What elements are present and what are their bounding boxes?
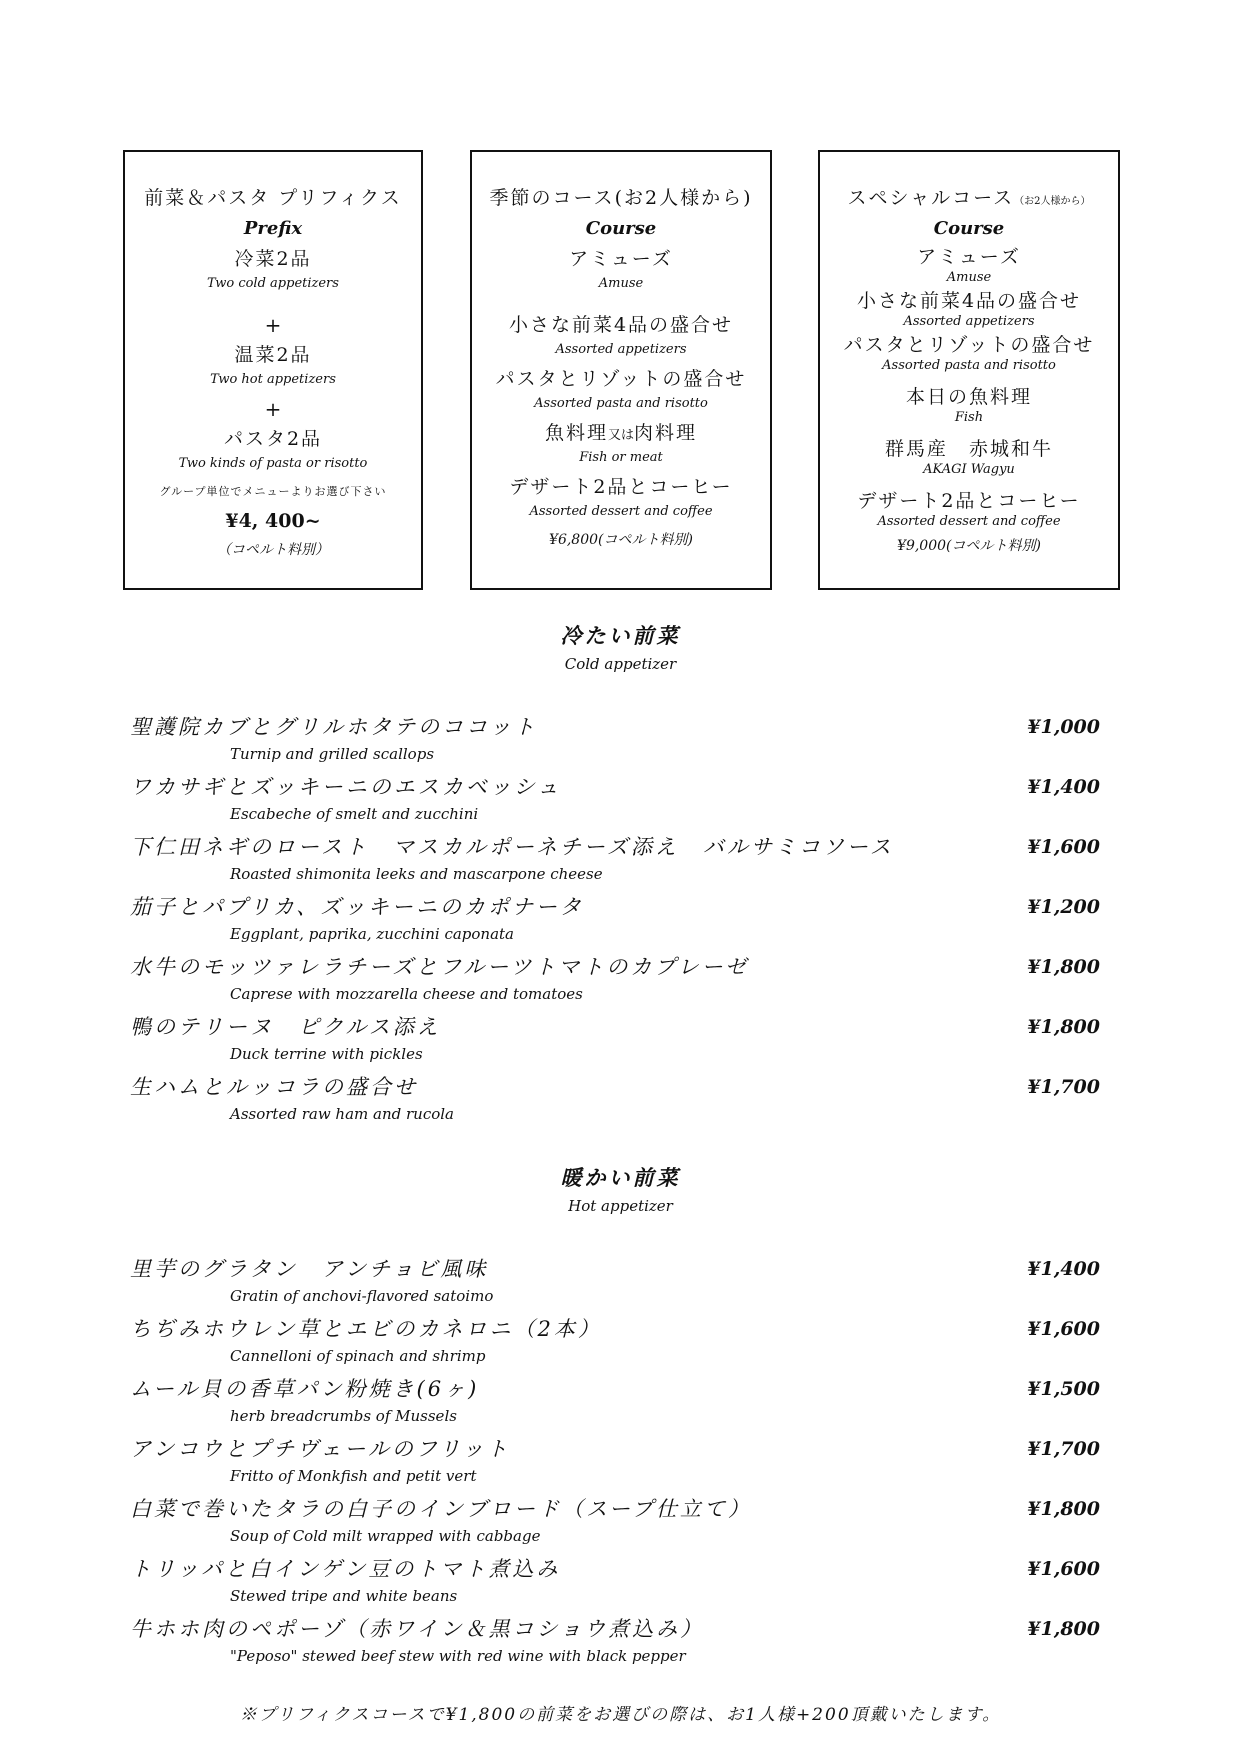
item-price: ¥1,600 bbox=[1027, 1318, 1100, 1340]
course-price: ¥6,800(コペルト料別) bbox=[549, 532, 693, 548]
section-title-jp: 暖かい前菜 bbox=[560, 1165, 681, 1190]
menu-item bbox=[130, 1374, 1100, 1434]
item-name-en: Caprese with mozzarella cheese and tomatoes bbox=[230, 985, 583, 1003]
item-name-en: Fritto of Monkfish and petit vert bbox=[230, 1467, 477, 1485]
item-name-jp: アンコウとプチヴェールのフリット bbox=[130, 1437, 511, 1461]
course-item-jp: アミューズ bbox=[917, 246, 1021, 268]
item-price: ¥1,500 bbox=[1027, 1378, 1100, 1400]
item-name-jp: ちぢみホウレン草とエビのカネロニ（2本） bbox=[130, 1317, 602, 1341]
item-name-en: herb breadcrumbs of Mussels bbox=[230, 1407, 457, 1425]
item-name-en: Stewed tripe and white beans bbox=[230, 1587, 458, 1605]
course-item-jp bbox=[472, 418, 770, 448]
course-item-en: Assorted pasta and risotto bbox=[534, 396, 708, 411]
special-course-box bbox=[818, 150, 1120, 590]
course-item-jp: 小さな前菜4品の盛合せ bbox=[508, 314, 734, 336]
item-name-jp: 聖護院カブとグリルホタテのココット bbox=[130, 715, 538, 739]
item-price: ¥1,800 bbox=[1027, 956, 1100, 978]
item-price: ¥1,200 bbox=[1027, 896, 1100, 918]
item-price: ¥1,700 bbox=[1027, 1438, 1100, 1460]
cold-appetizer-heading bbox=[0, 620, 1241, 676]
course-item-en: AKAGI Wagyu bbox=[923, 462, 1015, 477]
course-item-en: Two cold appetizers bbox=[207, 276, 339, 291]
course-note: グループ単位でメニューよりお選び下さい bbox=[159, 485, 387, 498]
item-name-en: Roasted shimonita leeks and mascarpone cheese bbox=[230, 865, 603, 883]
item-name-jp: 茄子とパプリカ、ズッキーニのカポナータ bbox=[130, 895, 584, 919]
menu-item bbox=[130, 832, 1100, 892]
item-name-en: Turnip and grilled scallops bbox=[230, 745, 435, 763]
course-item-en: Amuse bbox=[946, 270, 992, 285]
item-name-en: Gratin of anchovi-flavored satoimo bbox=[230, 1287, 494, 1305]
or-label: 又は bbox=[607, 428, 634, 443]
item-name-jp: 下仁田ネギのロースト マスカルポーネチーズ添え バルサミコソース bbox=[130, 835, 894, 859]
course-title bbox=[820, 182, 1118, 214]
item-name-jp: トリッパと白インゲン豆のトマト煮込み bbox=[130, 1557, 561, 1581]
item-price: ¥1,000 bbox=[1027, 716, 1100, 738]
menu-item bbox=[130, 1614, 1100, 1674]
course-item-en: Two kinds of pasta or risotto bbox=[178, 456, 368, 471]
section-title-jp: 冷たい前菜 bbox=[560, 623, 681, 648]
course-item-jp: デザート2品とコーヒー bbox=[509, 476, 733, 498]
menu-item bbox=[130, 892, 1100, 952]
item-name-en: Soup of Cold milt wrapped with cabbage bbox=[230, 1527, 541, 1545]
course-item-jp: パスタとリゾットの盛合せ bbox=[495, 368, 747, 390]
course-item-jp: パスタ2品 bbox=[223, 428, 323, 450]
item-name-en: Assorted raw ham and rucola bbox=[230, 1105, 454, 1123]
prefix-course-box bbox=[123, 150, 423, 590]
hot-appetizer-heading bbox=[0, 1162, 1241, 1218]
menu-item bbox=[130, 1434, 1100, 1494]
menu-item bbox=[130, 1072, 1100, 1132]
course-item-jp: デザート2品とコーヒー bbox=[857, 490, 1081, 512]
course-item-en: Assorted pasta and risotto bbox=[882, 358, 1056, 373]
item-name-jp: 里芋のグラタン アンチョビ風味 bbox=[130, 1257, 489, 1281]
item-name-jp: ムール貝の香草パン粉焼き(6ヶ) bbox=[130, 1377, 480, 1401]
menu-item bbox=[130, 1494, 1100, 1554]
item-name-jp: 牛ホホ肉のペポーゾ（赤ワイン＆黒コショウ煮込み） bbox=[130, 1617, 705, 1641]
item-price: ¥1,800 bbox=[1027, 1498, 1100, 1520]
course-price: ¥4, 400~ bbox=[225, 510, 321, 532]
meat-dish-label: 肉料理 bbox=[634, 422, 698, 444]
item-name-jp: 水牛のモッツァレラチーズとフルーツトマトのカプレーゼ bbox=[130, 955, 750, 979]
course-item-jp: 冷菜2品 bbox=[234, 248, 312, 270]
course-subtitle: Prefix bbox=[243, 218, 303, 239]
course-item-jp: 温菜2品 bbox=[234, 344, 312, 366]
course-item-en: Assorted appetizers bbox=[555, 342, 687, 357]
item-name-jp: 鴨のテリーヌ ピクルス添え bbox=[130, 1015, 441, 1039]
course-item-jp: 本日の魚料理 bbox=[905, 386, 1032, 408]
menu-item bbox=[130, 1314, 1100, 1374]
course-title: 前菜＆パスタ プリフィクス bbox=[144, 187, 402, 209]
course-item-jp: アミューズ bbox=[569, 248, 673, 270]
item-price: ¥1,600 bbox=[1027, 836, 1100, 858]
item-name-en: Eggplant, paprika, zucchini caponata bbox=[230, 925, 515, 943]
course-title-main: スペシャルコース bbox=[847, 187, 1015, 209]
menu-item bbox=[130, 712, 1100, 772]
course-item-en: Fish or meat bbox=[579, 450, 663, 465]
item-price: ¥1,700 bbox=[1027, 1076, 1100, 1098]
item-price: ¥1,400 bbox=[1027, 776, 1100, 798]
course-item-en: Two hot appetizers bbox=[210, 372, 336, 387]
plus-sign: + bbox=[264, 397, 282, 421]
fish-dish-label: 魚料理 bbox=[544, 422, 608, 444]
menu-item bbox=[130, 1254, 1100, 1314]
menu-item bbox=[130, 772, 1100, 832]
course-subtitle: Course bbox=[585, 218, 657, 239]
item-name-jp: 白菜で巻いたタラの白子のインブロード（スープ仕立て） bbox=[130, 1497, 752, 1521]
course-item-jp: 小さな前菜4品の盛合せ bbox=[856, 290, 1082, 312]
course-title-note: （お2人様から） bbox=[1014, 196, 1091, 207]
menu-item bbox=[130, 1012, 1100, 1072]
item-name-en: Escabeche of smelt and zucchini bbox=[230, 805, 479, 823]
item-price: ¥1,800 bbox=[1027, 1618, 1100, 1640]
item-price: ¥1,400 bbox=[1027, 1258, 1100, 1280]
course-subtitle: Course bbox=[933, 218, 1005, 239]
item-name-en: Cannelloni of spinach and shrimp bbox=[230, 1347, 486, 1365]
menu-item bbox=[130, 1554, 1100, 1614]
item-price: ¥1,600 bbox=[1027, 1558, 1100, 1580]
prefix-surcharge-footnote: ※プリフィクスコースで¥1,800の前菜をお選びの際は、お1人様+200頂戴いたします。 bbox=[239, 1705, 1002, 1725]
item-name-jp: 生ハムとルッコラの盛合せ bbox=[130, 1075, 418, 1099]
course-price-note: （コペルト料別） bbox=[217, 542, 329, 558]
course-title: 季節のコース(お2人様から) bbox=[489, 187, 753, 209]
seasonal-course-box bbox=[470, 150, 772, 590]
course-item-jp: 群馬産 赤城和牛 bbox=[884, 438, 1053, 460]
course-price: ¥9,000(コペルト料別) bbox=[897, 538, 1041, 554]
hot-appetizer-list bbox=[130, 1254, 1100, 1674]
course-item-jp: パスタとリゾットの盛合せ bbox=[843, 334, 1095, 356]
section-title-en: Hot appetizer bbox=[568, 1197, 673, 1215]
item-name-en: Duck terrine with pickles bbox=[230, 1045, 423, 1063]
section-title-en: Cold appetizer bbox=[564, 655, 677, 673]
cold-appetizer-list bbox=[130, 712, 1100, 1132]
course-item-en: Fish bbox=[954, 410, 984, 425]
course-item-en: Assorted dessert and coffee bbox=[529, 504, 713, 519]
item-name-en: "Peposo" stewed beef stew with red wine with black pepper bbox=[230, 1647, 686, 1665]
course-item-en: Assorted appetizers bbox=[903, 314, 1035, 329]
course-item-en: Assorted dessert and coffee bbox=[877, 514, 1061, 529]
item-name-jp: ワカサギとズッキーニのエスカベッシュ bbox=[130, 775, 562, 799]
item-price: ¥1,800 bbox=[1027, 1016, 1100, 1038]
course-item-en: Amuse bbox=[598, 276, 644, 291]
plus-sign: + bbox=[264, 313, 282, 337]
menu-item bbox=[130, 952, 1100, 1012]
